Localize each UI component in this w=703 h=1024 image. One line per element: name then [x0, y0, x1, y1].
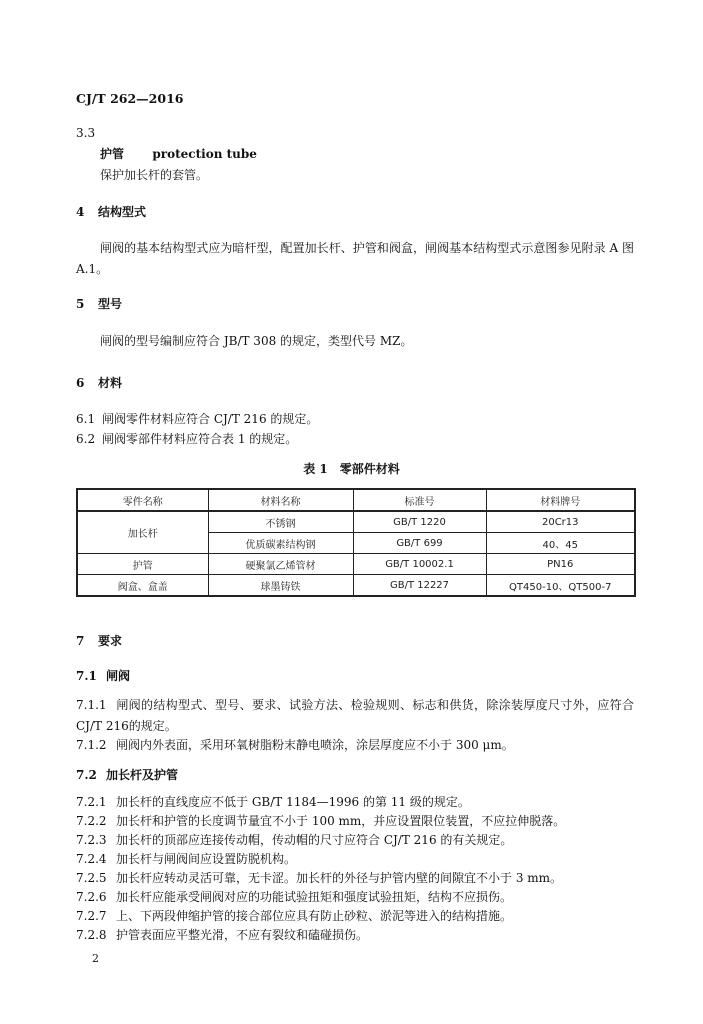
clause-7-2-4 — [76, 850, 296, 867]
clause-6-2 — [76, 430, 297, 447]
section-7-1-number: 7.1 — [76, 669, 97, 683]
term-heading — [100, 145, 257, 162]
section-5-heading — [76, 295, 122, 312]
clause-text: 闸阀零件材料应符合 CJ/T 216 的规定。 — [102, 412, 319, 426]
section-5-paragraph: 闸阀的型号编制应符合 JB/T 308 的规定，类型代号 MZ。 — [100, 334, 413, 348]
clause-text: 闸阀的结构型式、型号、要求、试验方法、检验规则、标志和供货，除涂装厚度尺寸外，应符合 CJ/T 216的规定。 — [76, 698, 634, 733]
clause-text: 闸阀零部件材料应符合表 1 的规定。 — [102, 432, 298, 446]
section-5-number: 5 — [76, 297, 85, 311]
clause-text: 加长杆应能承受闸阀对应的功能试验扭矩和强度试验扭矩，结构不应损伤。 — [116, 890, 513, 904]
section-6-heading — [76, 374, 122, 391]
clause-text: 加长杆和护管的长度调节量宜不小于 100 mm，并应设置限位装置，不应拉伸脱落。 — [116, 814, 566, 828]
table-header-cell: 材料牌号 — [486, 489, 635, 511]
clause-text: 加长杆的直线度应不低于 GB/T 1184—1996 的第 11 级的规定。 — [116, 795, 470, 809]
clause-number: 7.2.3 — [76, 833, 107, 847]
table-cell-grade: PN16 — [486, 554, 635, 575]
clause-number: 6.1 — [76, 412, 96, 426]
clause-7-1-1 — [76, 695, 634, 737]
clause-7-2-1 — [76, 793, 470, 810]
table-title: 表 1 零部件材料 — [303, 462, 400, 476]
table-header-cell: 材料名称 — [208, 489, 353, 511]
clause-text: 加长杆的顶部应连接传动帽，传动帽的尺寸应符合 CJ/T 216 的有关规定。 — [116, 833, 513, 847]
table-header-row — [77, 489, 635, 511]
table-header-cell: 标准号 — [353, 489, 486, 511]
page-number: 2 — [92, 952, 99, 965]
term-en: protection tube — [152, 147, 257, 161]
section-4-title: 结构型式 — [98, 205, 147, 219]
clause-6-1 — [76, 410, 318, 427]
table-cell-material: 球墨铸铁 — [208, 575, 353, 597]
clause-7-2-6 — [76, 888, 512, 905]
clause-7-1-2 — [76, 736, 514, 753]
section-7-2-title: 加长杆及护管 — [106, 768, 179, 782]
section-7-1-heading — [76, 667, 130, 684]
standard-code: CJ/T 262—2016 — [76, 91, 184, 106]
section-7-title: 要求 — [98, 634, 123, 648]
table-row — [77, 554, 635, 575]
term-definition: 保护加长杆的套管。 — [100, 168, 209, 182]
clause-number: 7.2.2 — [76, 814, 107, 828]
section-7-heading — [76, 632, 122, 649]
section-6-title: 材料 — [98, 376, 123, 390]
clause-7-2-8 — [76, 926, 368, 943]
table-cell-standard: GB/T 12227 — [353, 575, 486, 597]
term-cn: 护管 — [100, 147, 125, 161]
table-row — [77, 575, 635, 597]
clause-number: 7.2.8 — [76, 928, 107, 942]
table-cell-part: 阀盒、盒盖 — [77, 575, 208, 597]
clause-text: 上、下两段伸缩护管的接合部位应具有防止砂粒、淤泥等进入的结构措施。 — [116, 909, 513, 923]
clause-7-2-7 — [76, 907, 512, 924]
section-7-2-heading — [76, 766, 178, 783]
clause-number: 7.1.2 — [76, 738, 107, 752]
section-3-3-number: 3.3 — [76, 126, 96, 140]
materials-table — [76, 488, 636, 597]
table-cell-material: 硬聚氯乙烯管材 — [208, 554, 353, 575]
table-cell-grade: QT450-10、QT500-7 — [486, 575, 635, 597]
clause-number: 6.2 — [76, 432, 96, 446]
clause-7-2-5 — [76, 869, 562, 886]
table-cell-standard: GB/T 10002.1 — [353, 554, 486, 575]
section-5-title: 型号 — [98, 297, 123, 311]
section-4-number: 4 — [76, 205, 85, 219]
section-7-number: 7 — [76, 634, 85, 648]
clause-number: 7.2.6 — [76, 890, 107, 904]
table-cell-material: 不锈钢 — [208, 511, 353, 533]
section-4-paragraph: 闸阀的基本结构型式应为暗杆型，配置加长杆、护管和阀盒，闸阀基本结构型式示意图参见附录 A 图 A.1。 — [76, 241, 634, 276]
table-cell-standard: GB/T 1220 — [353, 511, 486, 533]
clause-text: 闸阀内外表面，采用环氧树脂粉末静电喷涂，涂层厚度应不小于 300 μm。 — [116, 738, 514, 752]
clause-text: 加长杆应转动灵活可靠，无卡涩。加长杆的外径与护管内壁的间隙宜不小于 3 mm。 — [116, 871, 563, 885]
clause-number: 7.2.5 — [76, 871, 107, 885]
clause-text: 护管表面应平整光滑，不应有裂纹和磕碰损伤。 — [116, 928, 369, 942]
clause-text: 加长杆与闸阀间应设置防脱机构。 — [116, 852, 297, 866]
table-cell-grade: 20Cr13 — [486, 511, 635, 533]
clause-number: 7.2.1 — [76, 795, 107, 809]
table-cell-grade: 40、45 — [486, 533, 635, 554]
table-cell-standard: GB/T 699 — [353, 533, 486, 554]
clause-number: 7.2.4 — [76, 852, 107, 866]
table-cell-material: 优质碳素结构钢 — [208, 533, 353, 554]
table-cell-part: 加长杆 — [77, 511, 208, 554]
table-cell-part: 护管 — [77, 554, 208, 575]
section-7-1-title: 闸阀 — [106, 669, 131, 683]
clause-number: 7.1.1 — [76, 698, 107, 712]
clause-7-2-2 — [76, 812, 565, 829]
table-header-cell: 零件名称 — [77, 489, 208, 511]
section-6-number: 6 — [76, 376, 85, 390]
section-7-2-number: 7.2 — [76, 768, 97, 782]
table-row — [77, 511, 635, 533]
section-4-heading — [76, 203, 146, 220]
clause-7-2-3 — [76, 831, 512, 848]
clause-number: 7.2.7 — [76, 909, 107, 923]
